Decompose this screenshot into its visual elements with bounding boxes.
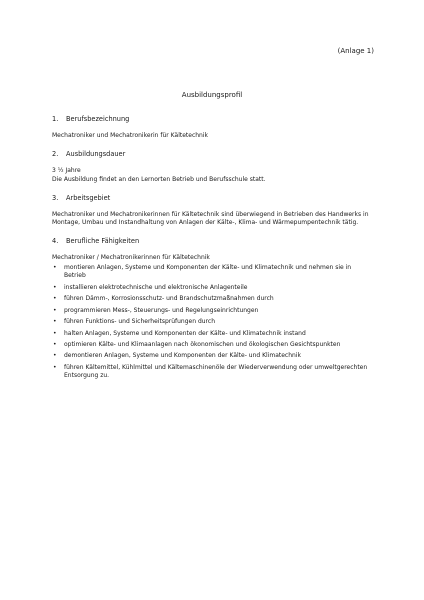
section-body: [52, 167, 374, 184]
section-number: 1.: [52, 115, 59, 123]
section-heading-text: Arbeitsgebiet: [66, 193, 111, 202]
section-body: [52, 254, 374, 380]
section-heading-text: Berufsbezeichnung: [66, 115, 130, 123]
section-body: [52, 132, 374, 140]
section-work-area: [52, 194, 374, 228]
skills-list: [52, 264, 374, 381]
list-item: • führen Kältemittel, Kühlmittel und Kältemaschinenöle der Wiederverwendung oder umweltgerechten Entsorgung zu.: [52, 364, 374, 381]
section-number: 2.: [52, 150, 59, 159]
section-skills: [52, 237, 374, 380]
section-heading-text: Berufliche Fähigkeiten: [66, 237, 140, 246]
annex-label: (Anlage 1): [337, 47, 374, 55]
section-heading: [52, 115, 374, 124]
skills-intro: Mechatroniker / Mechatronikerinnen für Kältetechnik: [52, 254, 210, 262]
document-title: Ausbildungsprofil: [181, 91, 243, 99]
section-paragraph: Mechatroniker und Mechatronikerinnen für Kältetechnik sind überwiegend in Betrieben des Handwerks in Montage, Umbau und Instandhaltung von Anlagen der Kälte-, Klima- und Wärmepumpentechnik tätig.: [52, 210, 369, 227]
section-job-title: [52, 115, 374, 140]
section-heading: [52, 150, 374, 159]
section-duration: [52, 150, 374, 184]
section-number: 4.: [52, 237, 59, 246]
section-paragraph: Mechatroniker und Mechatronikerin für Kältetechnik: [52, 132, 208, 139]
list-item: • führen Funktions- und Sicherheitsprüfungen durch: [52, 318, 374, 326]
list-item: • installieren elektrotechnische und elektronische Anlagenteile: [52, 284, 374, 292]
section-heading: [52, 237, 374, 246]
document-content: [52, 115, 374, 391]
list-item: • führen Dämm-, Korrosionsschutz- und Brandschutzmaßnahmen durch: [52, 295, 374, 303]
list-item: • programmieren Mess-, Steuerungs- und Regelungseinrichtungen: [52, 307, 374, 315]
section-body: [52, 211, 374, 228]
list-item: • halten Anlagen, Systeme und Komponenten der Kälte- und Klimatechnik instand: [52, 330, 374, 338]
list-item: • montieren Anlagen, Systeme und Komponenten der Kälte- und Klimatechnik und nehmen sie in Betrieb: [52, 264, 374, 281]
list-item: • optimieren Kälte- und Klimaanlagen nach ökonomischen und ökologischen Gesichtspunkten: [52, 341, 374, 349]
section-number: 3.: [52, 193, 59, 202]
list-item: • demontieren Anlagen, Systeme und Komponenten der Kälte- und Klimatechnik: [52, 352, 374, 360]
duration-value: 3 ½ Jahre: [52, 167, 81, 175]
section-heading-text: Ausbildungsdauer: [66, 150, 126, 159]
duration-note: Die Ausbildung findet an den Lernorten Betrieb und Berufsschule statt.: [52, 175, 266, 183]
section-heading: [52, 194, 374, 203]
